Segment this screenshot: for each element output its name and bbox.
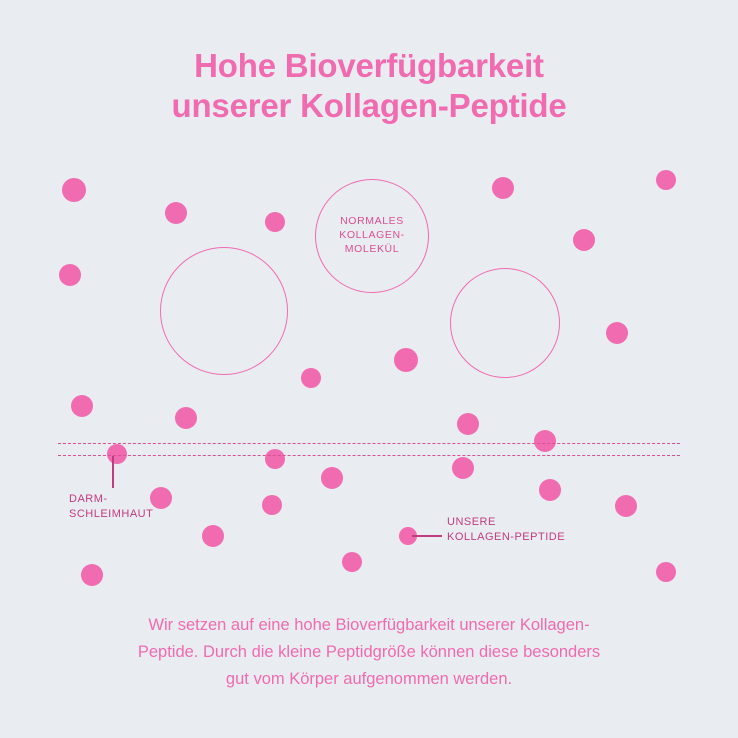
darmschleimhaut-line-1: DARM-	[69, 493, 108, 505]
peptide-dot	[265, 212, 285, 232]
peptide-dot	[265, 449, 285, 469]
peptide-dot	[656, 170, 676, 190]
peptide-dot	[81, 564, 103, 586]
caption-text	[0, 612, 738, 693]
peptide-dot	[394, 348, 418, 372]
peptide-dot	[262, 495, 282, 515]
peptide-dot	[301, 368, 321, 388]
peptide-dot	[615, 495, 637, 517]
gut-membrane-line-upper	[58, 443, 680, 444]
peptide-callout-line-2: KOLLAGEN-PEPTIDE	[447, 531, 566, 543]
collagen-molecule-label	[312, 214, 432, 256]
title-line-2: unserer Kollagen-Peptide	[171, 87, 567, 124]
peptide-dot	[452, 457, 474, 479]
peptide-dot	[59, 264, 81, 286]
peptide-dot	[539, 479, 561, 501]
gut-membrane-line-lower	[58, 455, 680, 456]
peptide-dot	[165, 202, 187, 224]
peptide-dot	[321, 467, 343, 489]
peptide-dot	[202, 525, 224, 547]
peptide-dot	[175, 407, 197, 429]
darmschleimhaut-leader-line	[112, 456, 114, 488]
collagen-molecule-circle-right	[450, 268, 560, 378]
title-line-1: Hohe Bioverfügbarkeit	[194, 47, 544, 84]
peptide-dot	[534, 430, 556, 452]
peptide-dot	[457, 413, 479, 435]
peptide-callout	[447, 515, 657, 545]
peptide-dot	[656, 562, 676, 582]
peptide-callout-leader-line	[412, 535, 442, 537]
peptide-dot	[342, 552, 362, 572]
darmschleimhaut-callout	[69, 492, 209, 522]
peptide-dot	[606, 322, 628, 344]
collagen-molecule-circle-left	[160, 247, 288, 375]
caption-line-2: Peptide. Durch die kleine Peptidgröße können diese besonders	[137, 643, 601, 661]
caption-line-3: gut vom Körper aufgenommen werden.	[225, 670, 513, 688]
peptide-dot	[62, 178, 86, 202]
caption-line-1: Wir setzen auf eine hohe Bioverfügbarkeit unserer Kollagen-	[148, 616, 590, 634]
darmschleimhaut-line-2: SCHLEIMHAUT	[69, 508, 154, 520]
molecule-label-line-2: KOLLAGEN-	[339, 229, 405, 241]
peptide-dot	[573, 229, 595, 251]
molecule-label-line-1: NORMALES	[340, 215, 404, 227]
peptide-dot	[71, 395, 93, 417]
peptide-callout-line-1: UNSERE	[447, 516, 496, 528]
peptide-dot	[107, 444, 127, 464]
molecule-label-line-3: MOLEKÜL	[344, 243, 400, 255]
peptide-dot	[492, 177, 514, 199]
